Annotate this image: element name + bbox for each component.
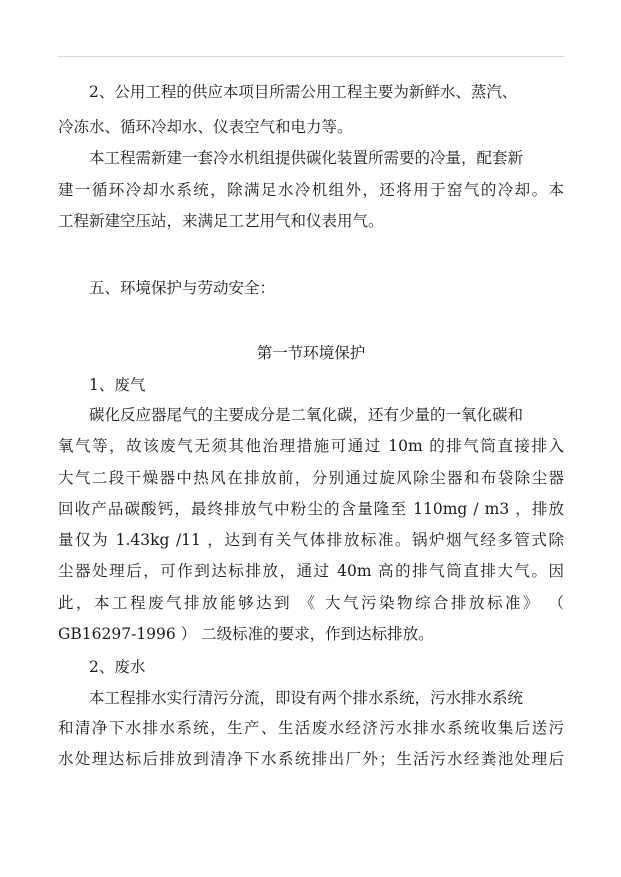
heading-waste-gas: 1、废气 — [89, 376, 146, 394]
paragraph-utilities-line-2: 冷冻水、循环冷却水、仪表空气和电力等。 — [58, 118, 353, 136]
waste-water-line-3: 水处理达标后排放到清净下水系统排出厂外；生活污水经粪池处理后 — [58, 750, 564, 768]
section-heading-environment-safety: 五、环境保护与劳动安全： — [89, 279, 276, 297]
heading-waste-water: 2、废水 — [89, 658, 146, 676]
header-rule — [58, 56, 564, 57]
paragraph-cooling-line-1: 本工程需新建一套冷水机组提供碳化装置所需要的冷量，配套新 — [89, 149, 524, 167]
waste-gas-line-3: 大气二段干燥器中热风在排放前，分别通过旋风除尘器和布袋除尘器 — [58, 469, 564, 487]
waste-gas-line-1: 碳化反应器尾气的主要成分是二氧化碳，还有少量的一氧化碳和 — [89, 406, 524, 424]
waste-gas-line-2: 氧气等，故该废气无须其他治理措施可通过 10m 的排气筒直接排入 — [58, 437, 564, 455]
waste-gas-line-5: 量仅为 1.43kg /11 ，达到有关气体排放标准。锅炉烟气经多管式除 — [58, 531, 564, 549]
waste-gas-line-4: 回收产品碳酸钙，最终排放气中粉尘的含量隆至 110mg / m3 ，排放 — [58, 500, 564, 518]
paragraph-utilities-line-1: 2、公用工程的供应本项目所需公用工程主要为新鲜水、蒸汽、 — [89, 83, 518, 101]
paragraph-cooling-line-2: 建一循环冷却水系统，除满足水冷机组外，还将用于窑气的冷却。本 — [58, 181, 564, 199]
paragraph-cooling-line-3: 工程新建空压站，来满足工艺用气和仪表用气。 — [58, 212, 384, 230]
subsection-title-environment-protection: 第一节环境保护 — [256, 344, 366, 362]
waste-gas-line-7: 此，本工程废气排放能够达到 《 大气污染物综合排放标准》 （ — [58, 594, 564, 612]
waste-water-line-1: 本工程排水实行清污分流，即设有两个排水系统，污水排水系统 — [89, 689, 524, 707]
waste-gas-line-8: GB16297-1996 ） 二级标准的要求，作到达标排放。 — [58, 625, 434, 643]
waste-gas-line-6: 尘器处理后，可作到达标排放，通过 40m 高的排气筒直排大气。因 — [58, 562, 564, 580]
waste-water-line-2: 和清净下水排水系统，生产、生活废水经济污水排水系统收集后送污 — [58, 719, 564, 737]
